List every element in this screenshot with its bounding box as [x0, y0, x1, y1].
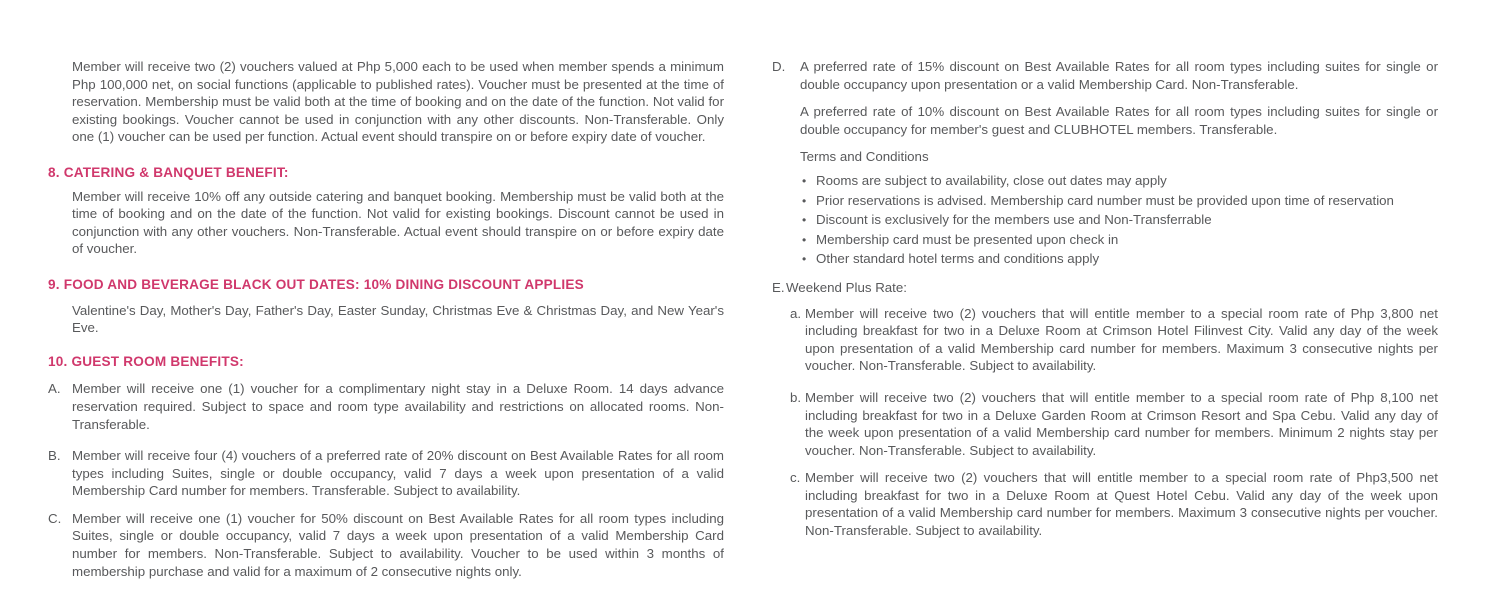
section-8-heading: 8. CATERING & BANQUET BENEFIT: — [48, 164, 289, 180]
section-E-heading: Weekend Plus Rate: — [786, 279, 907, 295]
section-8-body: Member will receive 10% off any outside catering and banquet booking. Membership must be valid both at the time of booking and on the date of the function. Not valid for existing bookings. Discount cannot be used in conjunction with any other vouchers. Non-Transferable. Actual event should transpire on or before expiry date of voucher. — [72, 188, 724, 257]
terms-bullet-1-text: Rooms are subject to availability, close out dates may apply — [816, 172, 1167, 188]
terms-bullet-3-text: Discount is exclusively for the members use and Non-Transferrable — [816, 212, 1212, 228]
list-marker-C: C. — [48, 510, 62, 526]
section-9-body: Valentine's Day, Mother's Day, Father's Day, Easter Sunday, Christmas Eve & Christmas Day, and New Year's Eve. — [72, 302, 724, 336]
list-marker-B: B. — [48, 448, 61, 464]
terms-bullet-2-text: Prior reservations is advised. Membership card number must be provided upon time of reservation — [816, 192, 1394, 208]
list-item-Eb-text: Member will receive two (2) vouchers that will entitle member to a special room rate of Php 8,100 net including breakfast for two in a Deluxe Garden Room at Crimson Resort and Spa Cebu. Valid any day of the week upon presentation of a valid Membership card number for members. Minimum 2 nights stay per voucher. Non-Transferable. Subject to availability. — [805, 389, 1438, 458]
section-9-heading: 9. FOOD AND BEVERAGE BLACK OUT DATES: 10% DINING DISCOUNT APPLIES — [48, 276, 584, 292]
bullet-icon: • — [802, 252, 807, 267]
terms-bullet-2 — [802, 192, 1438, 211]
list-marker-a: a. — [790, 305, 802, 321]
terms-bullet-5 — [802, 250, 1438, 269]
list-item-C — [48, 510, 724, 580]
list-item-A — [48, 380, 724, 433]
list-marker-b: b. — [790, 389, 802, 405]
list-item-D-text: A preferred rate of 15% discount on Best Available Rates for all room types including suites for single or double occupancy upon presentation or a valid Membership Card. Non-Transferable. — [800, 59, 1438, 92]
bullet-icon: • — [802, 232, 807, 247]
terms-bullet-4-text: Membership card must be presented upon check in — [816, 231, 1119, 247]
left-column — [48, 58, 724, 580]
list-item-B-text: Member will receive four (4) vouchers of a preferred rate of 20% discount on Best Available Rates for all room types including Suites, single or double occupancy, valid 7 days a week upon presentation of a valid Membership Card number for members. Transferable. Subject to availability. — [72, 448, 724, 499]
list-marker-A: A. — [48, 381, 61, 397]
list-marker-c: c. — [790, 470, 801, 486]
list-item-D-para2: A preferred rate of 10% discount on Best Available Rates for all room types including suites for single or double occupancy for member's guest and CLUBHOTEL members. Transferable. — [800, 104, 1438, 137]
list-marker-E: E. — [772, 279, 785, 295]
list-item-Ea-text: Member will receive two (2) vouchers that will entitle member to a special room rate of Php 3,800 net including breakfast for two in a Deluxe Room at Crimson Hotel Filinvest City. Valid any day of the week upon presentation of a valid Membership card number for members. Maximum 3 consecutive nights per voucher. Non-Transferable. Subject to availability. — [805, 305, 1438, 374]
bullet-icon: • — [802, 213, 807, 228]
terms-bullet-1 — [802, 172, 1438, 191]
list-item-Ec — [790, 469, 1438, 539]
terms-heading: Terms and Conditions — [800, 149, 929, 165]
list-item-C-text: Member will receive one (1) voucher for 50% discount on Best Available Rates for all room types including Suites, single or double occupancy, valid 7 days a week upon presentation of a valid Membership Card number for members. Non-Transferable. Subject to availability. Voucher to be used within 3 months of membership purchase and valid for a maximum of 2 consecutive nights only. — [72, 510, 724, 579]
list-item-B — [48, 447, 724, 500]
section-10-heading: 10. GUEST ROOM BENEFITS: — [48, 353, 244, 369]
list-item-Eb — [790, 389, 1438, 459]
list-marker-D: D. — [772, 59, 786, 74]
intro-paragraph: Member will receive two (2) vouchers valued at Php 5,000 each to be used when member spends a minimum Php 100,000 net, on social functions (applicable to published rates). Voucher must be presented at the time of reservation. Membership must be valid both at the time of booking and on the date of the function. Not valid for existing bookings. Voucher cannot be used in conjunction with any other discounts. Non-Transferable. Only one (1) voucher can be used per function. Actual event should transpire on or before expiry date of voucher. — [72, 59, 724, 145]
list-item-D — [772, 58, 1438, 93]
list-item-Ea — [790, 305, 1438, 375]
terms-bullet-5-text: Other standard hotel terms and conditions apply — [816, 251, 1100, 267]
terms-bullet-4 — [802, 231, 1438, 250]
terms-bullet-list — [802, 172, 1438, 269]
right-column — [772, 58, 1438, 540]
bullet-icon: • — [802, 173, 807, 188]
list-item-A-text: Member will receive one (1) voucher for a complimentary night stay in a Deluxe Room. 14 days advance reservation required. Subject to space and room type availability and restrictions on allocated rooms. Non-Transferable. — [72, 381, 724, 432]
section-E-heading-row — [772, 279, 1438, 297]
bullet-icon: • — [802, 193, 807, 208]
terms-bullet-3 — [802, 211, 1438, 230]
list-item-Ec-text: Member will receive two (2) vouchers that will entitle member to a special room rate of Php3,500 net including breakfast for two in a Deluxe Room at Quest Hotel Cebu. Valid any day of the week upon presentation of a valid Membership card number for members. Maximum 3 consecutive nights per voucher. Non-Transferable. Subject to availability. — [805, 470, 1438, 539]
